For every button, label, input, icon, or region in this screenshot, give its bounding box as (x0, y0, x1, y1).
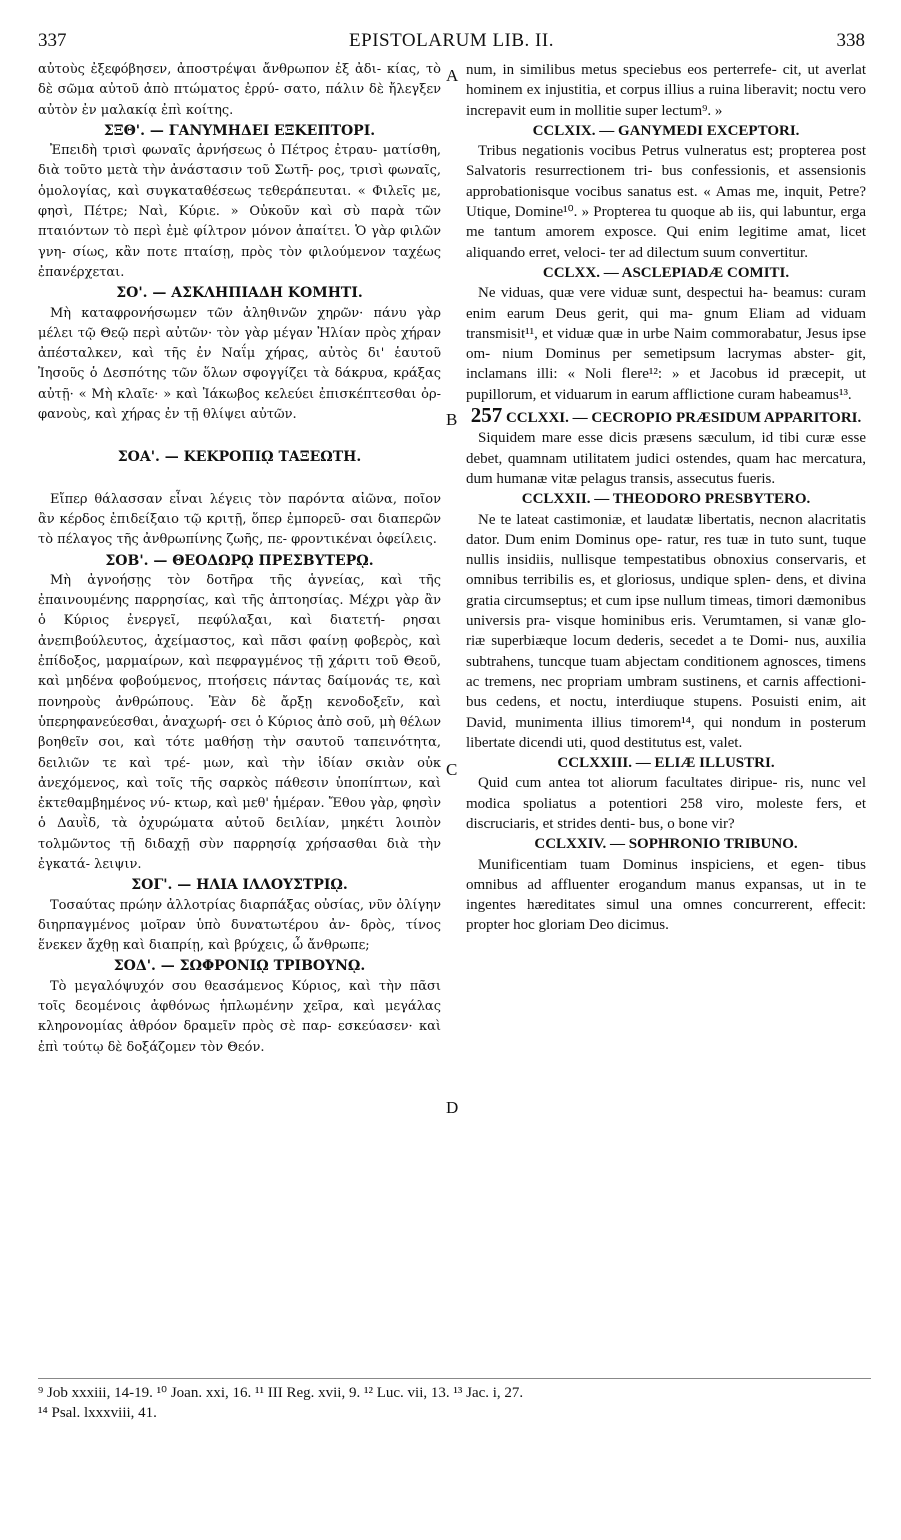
latin-letter-269 (466, 121, 866, 263)
latin-letter-text: Siquidem mare esse dicis præsens sæculum, id tibi curæ esse debet, quamnam utilitatem judici ostendes, quam hac mercatura, dum humanæ vitæ pelagus transis, assecutus fueris. (466, 430, 866, 487)
latin-letter-title: CCLXX. — ASCLEPIADÆ COMITI. (542, 264, 790, 281)
latin-letter-text: Munificentiam tuam Dominus inspiciens, et egen- tibus omnibus ad affluenter erogandum manus expansas, ut in te ingentes hæreditates simul una omnes concurrerent, effecit: propter hoc gloriam Deo dicimus. (466, 856, 866, 934)
greek-letter-title: ΣΟΔ'. — ΣΩΦΡΟΝΙῼ ΤΡΙΒΟΥΝῼ. (113, 958, 366, 975)
latin-letter-title-text: CCLXXI. — CECROPIO PRÆSIDUM APPARITORI. (505, 410, 862, 427)
greek-letter-title: ΣΟ'. — ΑΣΚΛΗΠΙΑΔΗ ΚΟΜΗΤΙ. (116, 285, 363, 302)
latin-column (466, 60, 866, 936)
greek-letter-text: Μὴ ἀγνοήσῃς τὸν δοτῆρα τῆς ἁγνείας, καὶ τῆς ἐπαινουμένης παρρησίας, καὶ τῆς ἀπτοησίας. Μέχρι γὰρ ἂν ὁ Κύριος ἐνεργεῖ, πεφύλαξαι, καὶ διατετή- ρησαι ἀνεπιβούλευτος, ἀχείμαστος, καὶ πᾶσι φαίνῃ φοβερὸς, καὶ ἐπίδοξος, μαρμαίρων, καὶ πεφραγμένος τῇ χάριτι τοῦ Θεοῦ, καὶ μηδένα φοβούμενος, πτοήσεις πάντας δαίμονάς τε, καὶ πονηροὺς ἀνθρώπους. Ἐὰν δὲ ἄρξῃ κενοδοξεῖν, καὶ ὑπερηφανεύεσθαι, ἀναχωρή- σει ὁ Κύριος ἀπὸ σοῦ, μὴ θέλων βοηθεῖν σοι, καὶ τότε μαθήσῃ τὴν σαυτοῦ ταπεινότητα, δειλιῶν τε καὶ τρέ- μων, καὶ τὴν ἰδίαν σκιὰν οὐκ ἀνεχόμενος, καὶ τοῖς τῆς σαρκὸς πάθεσιν ὑποπίπτων, καὶ ἐκτεθαμβημένος νύ- κτωρ, καὶ μεθ' ἡμέραν. Ἔθου γὰρ, φησὶν ὁ Δαυῒδ, τὰ ὀχυρώματα αὐτοῦ δειλίαν, μηκέτι λοιπὸν τολμῶντος τῇ διδαχῇ σὺν παρρησίᾳ χρήσασθαι διὰ τὴν ἐγκατά- λειψιν. (38, 572, 441, 872)
latin-letter-text: Quid cum antea tot aliorum facultates diripue- ris, nunc vel modica spoliatus a potentiori 258 viro, moleste fers, et discruciaris, et strides denti- bus, o bone vir? (466, 775, 866, 832)
latin-letter-270 (466, 263, 866, 405)
running-title: EPISTOLARUM LIB. II. (349, 30, 554, 51)
greek-intro-text: αὐτοὺς ἐξεφόβησεν, ἀποστρέψαι ἄνθρωπον ἐξ ἀδι- κίας, τὸ δὲ σῶμα αὐτοῦ ἀπὸ πτώματος ἐρρύ- σατο, πάλιν δὲ ἤλεγξεν αὐτὸν ἐν μαλακίᾳ ἐπὶ κοίτης. (38, 62, 441, 118)
latin-letter-text: Ne te lateat castimoniæ, et laudatæ libertatis, necnon alacritatis dator. Dum enim Dominus ope- ratur, res tuæ in tuto sunt, tuque nullis insidiis, nullisque tempestatibus obnoxius conservaris, et omnibus terribilis es, et gloriosus, undique splen- dens, et divina gratia circumseptus; et cum ipse nullum timeas, timori dæmonibus universis pra- visque hominibus eris. Verumtamen, si vanæ glo- riæ superbiæque locum dederis, secedet a te Domi- nus, auxilia subtrahens, tuncque tuam abjectam conditionem agnosces, timens ac tremens, nec propriam umbram sustinens, et carnis affectioni- bus cedens, et noctu, interdiuque stupens. Posuisti enim, ait David, munimenta illius timorem¹⁴, qui nondum in posterum libertate dicendi uti, quod destitutus est, valet. (466, 511, 866, 751)
left-page-number: 337 (38, 30, 67, 51)
margin-letter-b: B (446, 410, 458, 429)
greek-letter-title: ΣΞΘ'. — ΓΑΝΥΜΗΔΕΙ ΕΞΚΕΠΤΟΡΙ. (103, 122, 376, 139)
greek-letter-title: ΣΟΒ'. — ΘΕΟΔΩΡῼ ΠΡΕΣΒΥΤΕΡῼ. (105, 552, 374, 569)
margin-letter-c: C (446, 760, 458, 779)
greek-letter-title: ΣΟΑ'. — ΚΕΚΡΟΠΙῼ ΤΑΞΕΩΤΗ. (117, 449, 362, 466)
greek-letter-text: Μὴ καταφρονήσωμεν τῶν ἀληθινῶν χηρῶν· πάνυ γὰρ μέλει τῷ Θεῷ περὶ αὐτῶν· τὸν γὰρ μέγαν Ἠλίαν πρὸς χήραν ἀπέσταλκεν, καὶ τῆς ἐν Ναΐμ χήρας, αὐτὸς δι' ἑαυτοῦ Ἰησοῦς ὁ Δεσπότης τῶν ὅλων σφογγίζει τὰ δάκρυα, κράξας αὐτῇ· « Μὴ κλαῖε· » καὶ Ἰάκωβος κελεύει ἐπισκέπτεσθαι ὀρ- φανοὺς, καὶ χήρας ἐν τῇ θλίψει αὐτῶν. (38, 305, 441, 423)
footnote-line: ⁹ Job xxxiii, 14-19. ¹⁰ Joan. xxi, 16. ¹¹ III Reg. xvii, 9. ¹² Luc. vii, 13. ¹³ Jac. i, 27. (38, 1385, 524, 1401)
greek-letter-274 (38, 956, 441, 1057)
latin-intro-text: num, in similibus metus speciebus eos perterrefe- cit, ut averlat hominem ex injustitia, et corpus illius a ruina liberavit; noctu vero increpavit eum in mollitie super lectum⁹. » (466, 62, 866, 119)
latin-letter-272 (466, 489, 866, 753)
greek-letter-text: Τοσαύτας πρώην ἀλλοτρίας διαρπάξας οὐσίας, νῦν ὀλίγην διηρπαγμένος μοῖραν ὑπὸ δυνατωτέρου ἀν- δρὸς, τίνος ἕνεκεν ἄχθῃ καὶ διαπρίῃ, καὶ βρύχεις, ὦ ἄνθρωπε; (38, 897, 441, 954)
latin-letter-text: Ne viduas, quæ vere viduæ sunt, despectui ha- beamus: curam enim earum Deus gerit, qui ma- gnum Eliam ad viduam transmisit¹¹, et viduæ quæ in urbe Naim commorabatur, Jesus ipse om- nium Dominus per semetipsum lacrymas abster- git, inclamans illi: « Noli flere¹²: » et Jacobus id præcepit, ut pupillorum, et viduarum in earum afflictione curam habeamus¹³. (466, 285, 866, 403)
greek-letter-text: Τὸ μεγαλόψυχόν σου θεασάμενος Κύριος, καὶ τὴν πᾶσι τοῖς δεομένοις ἀφθόνως ἡπλωμένην χεῖρα, καὶ μεγάλας κληρονομίας ἀθρόον δραμεῖν πρὸς σὲ παρ- εσκεύασεν· καὶ ἐπὶ τούτῳ δὲ δοξάζομεν τὸν Θεόν. (38, 978, 441, 1055)
footnote-line: ¹⁴ Psal. lxxxviii, 41. (38, 1405, 157, 1421)
greek-letter-271 (38, 447, 441, 550)
greek-letter-text: Ἐπειδὴ τρισὶ φωναῖς ἀρνήσεως ὁ Πέτρος ἐτραυ- ματίσθη, διὰ τοῦτο μετὰ τὴν ἀνάστασιν τοῦ Σωτῆ- ρος, τρισὶ φωναῖς, ὁμολογίας, καὶ συγκαταθέσεως τεθεράπευται. « Φιλεῖς με, φησὶ, Πέτρε; Ναὶ, Κύριε. » Οὐκοῦν καὶ σὺ παρὰ τῶν πταιόντων τὸ περὶ ἐμὲ φίλτρον μόνον ἀπαίτει. Ὁ γὰρ φιλῶν γνη- σίως, κἂν ποτε πταίσῃ, πρὸς τὸν φιλούμενον ταχέως ἐπανέρχεται. (38, 143, 441, 280)
latin-letter-274 (466, 834, 866, 935)
running-header (38, 30, 865, 62)
greek-letter-text: Εἴπερ θάλασσαν εἶναι λέγεις τὸν παρόντα αἰῶνα, ποῖον ἂν κέρδος ἐπιδείξαιο τῷ κριτῇ, ὅπερ ἐμπορεῦ- σαι διαπερῶν τὸ πέλαγος τῆς ἀνθρωπίνης ζωῆς, πε- φροντικέναι ὀφείλεις. (38, 491, 441, 548)
greek-column (38, 60, 441, 1058)
latin-letter-title (466, 405, 866, 428)
latin-letter-title: CCLXXIV. — SOPHRONIO TRIBUNO. (534, 836, 798, 853)
greek-letter-270 (38, 283, 441, 425)
margin-letter-a: A (446, 66, 459, 85)
right-page-number: 338 (836, 30, 865, 51)
latin-letter-271 (466, 405, 866, 489)
footnotes (38, 1378, 871, 1423)
latin-letter-title: CCLXXII. — THEODORO PRESBYTERO. (521, 491, 811, 508)
greek-letter-title: ΣΟΓ'. — ΗΛΙΑ ΙΛΛΟΥΣΤΡΙῼ. (131, 877, 348, 894)
latin-letter-title: CCLXIX. — GANYMEDI EXCEPTORI. (532, 122, 800, 139)
greek-letter-269 (38, 121, 441, 283)
latin-letter-text: Tribus negationis vocibus Petrus vulneratus est; propterea post Salvatoris resurrectionem tri- bus confessionis, et assensionis approbationisque vocibus sanatus est. « Amas me, inquit, Petre? Utique, Domine¹⁰. » Propterea tu quoque ab iis, qui labuntur, erga me tantum amorem exposce. Qui enim legitime amat, licet aliquando erret, veloci- ter ad dilectum suum convertitur. (466, 143, 866, 261)
greek-letter-273 (38, 875, 441, 956)
latin-letter-title: CCLXXIII. — ELIÆ ILLUSTRI. (557, 755, 775, 772)
margin-letter-d: D (446, 1098, 459, 1117)
page-mark-257: 257 (470, 403, 503, 428)
greek-letter-272 (38, 551, 441, 876)
latin-letter-273 (466, 753, 866, 834)
